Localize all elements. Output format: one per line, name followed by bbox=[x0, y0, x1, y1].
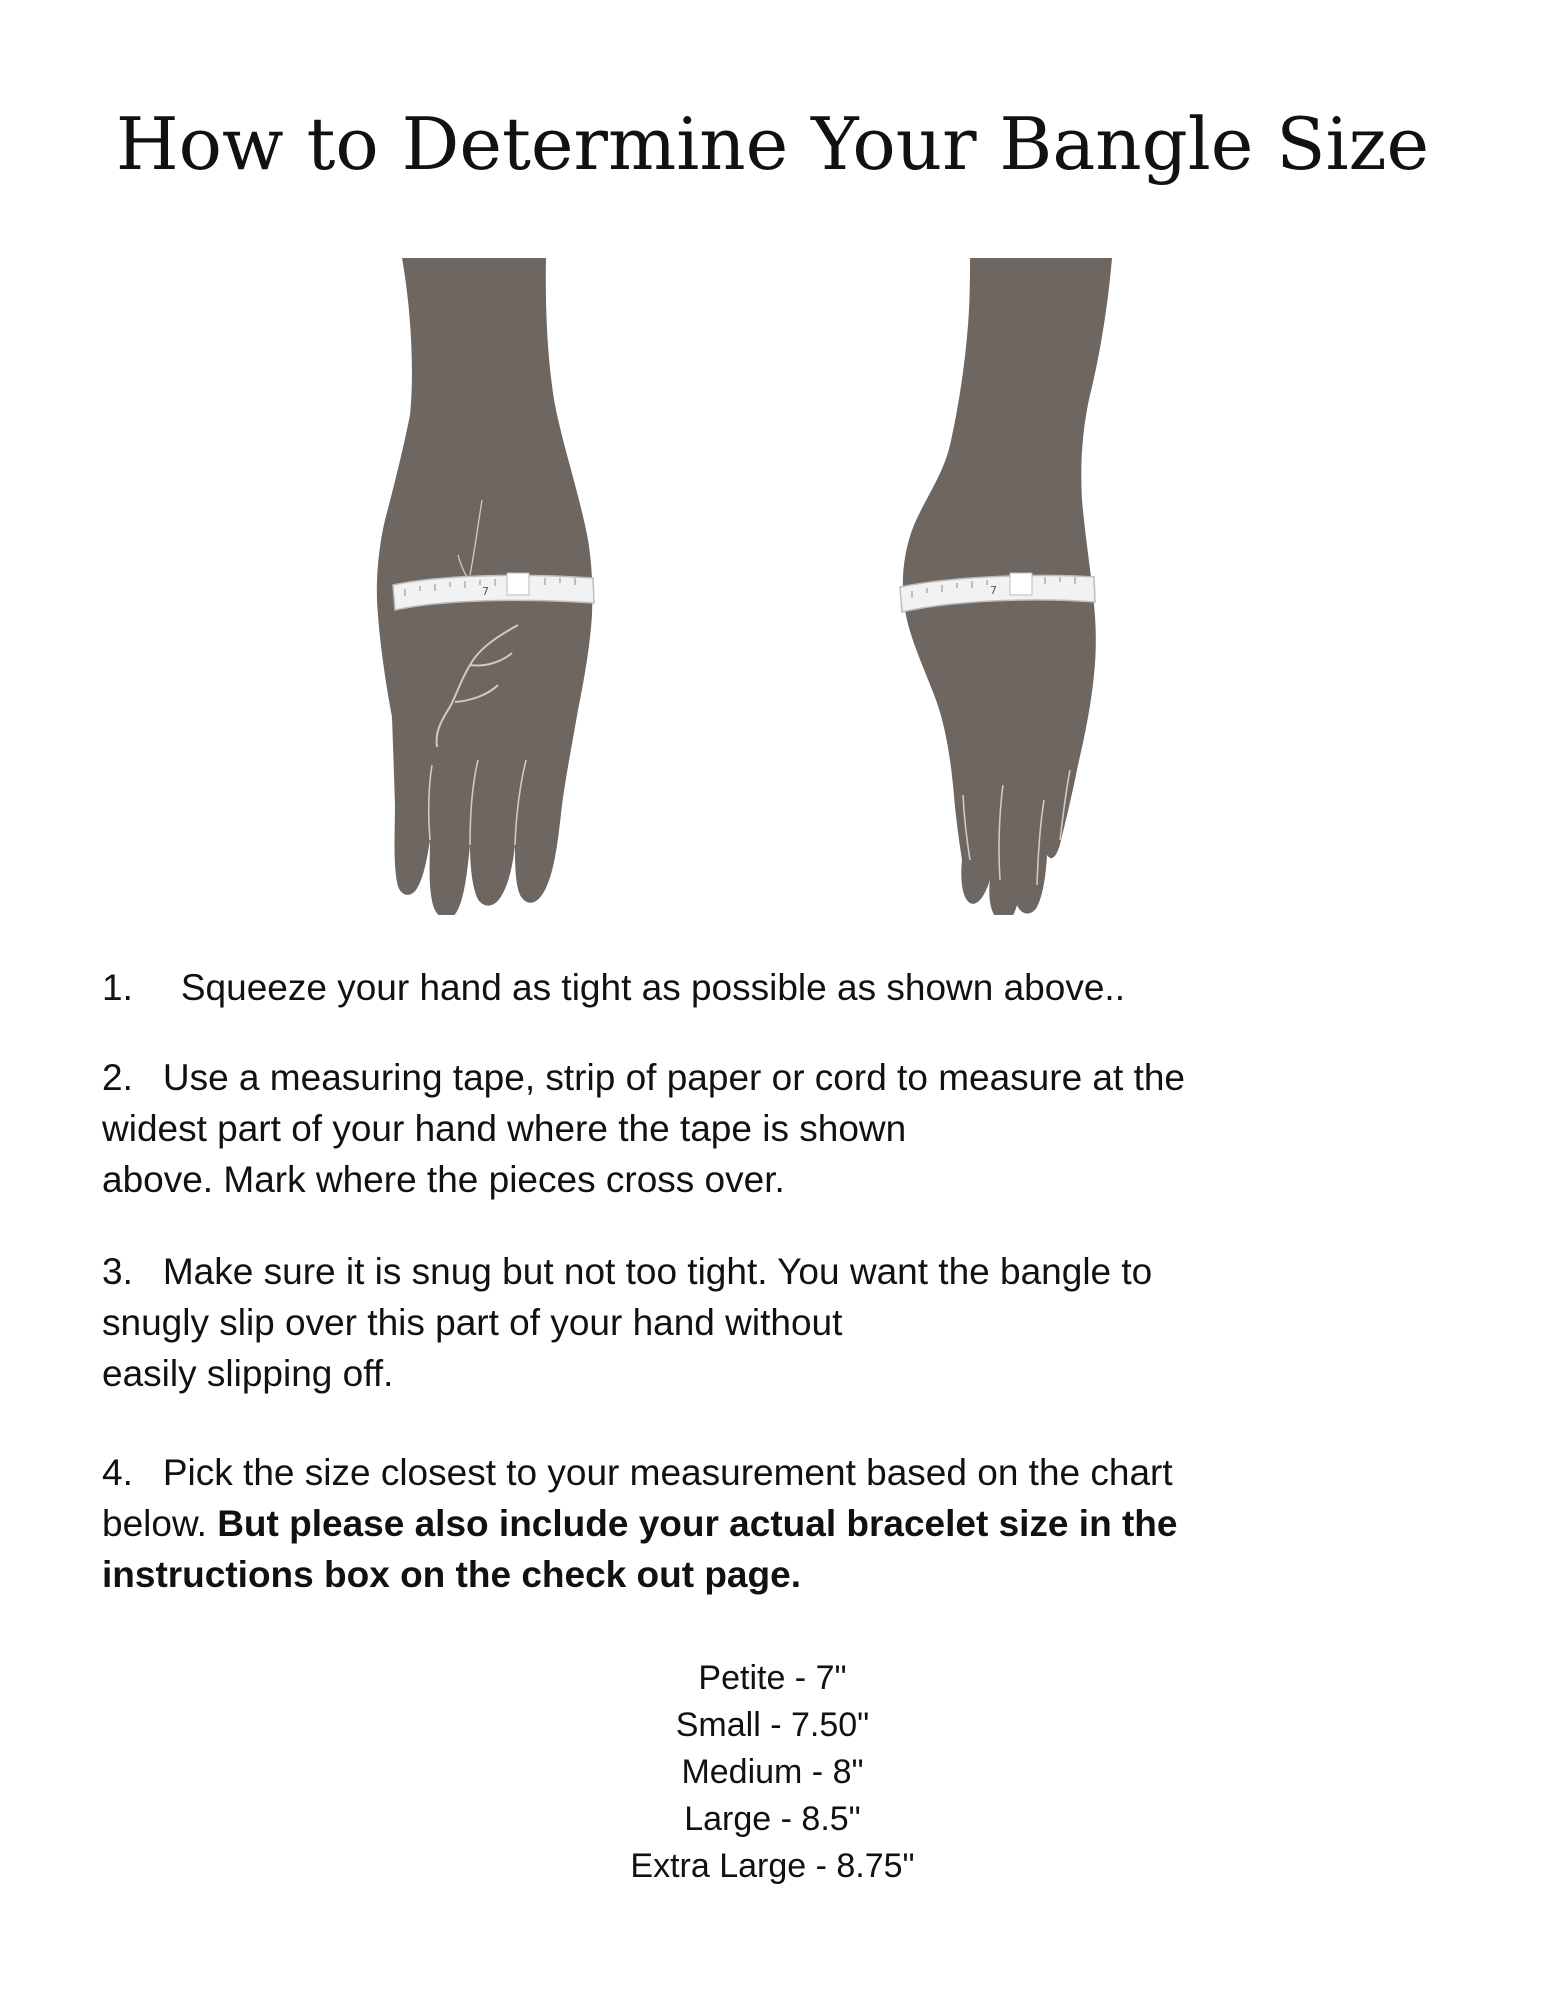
step-emphasis: instructions box on the check out page. bbox=[102, 1554, 801, 1595]
left-hand-icon bbox=[377, 258, 594, 915]
step-text-line: Pick the size closest to your measurement based on the chart bbox=[162, 1452, 1173, 1493]
size-chart bbox=[0, 1655, 1545, 1890]
step-emphasis: But please also include your actual bracelet size in the bbox=[217, 1503, 1178, 1544]
step-text-line: Make sure it is snug but not too tight. You want the bangle to bbox=[162, 1251, 1153, 1292]
step-text-line: above. Mark where the pieces cross over. bbox=[102, 1159, 785, 1200]
step-2 bbox=[102, 1052, 1432, 1205]
left-tape-mark: 7 bbox=[482, 585, 489, 598]
step-text-line: below. bbox=[102, 1503, 218, 1544]
size-petite: Petite - 7" bbox=[698, 1659, 847, 1697]
step-4 bbox=[102, 1447, 1432, 1600]
step-text: Squeeze your hand as tight as possible as shown above.. bbox=[180, 967, 1125, 1008]
right-hand-icon bbox=[900, 258, 1112, 915]
size-extra-large: Extra Large - 8.75" bbox=[630, 1847, 915, 1885]
hands-svg bbox=[0, 255, 1545, 915]
step-3 bbox=[102, 1246, 1432, 1399]
step-text-line: Use a measuring tape, strip of paper or cord to measure at the bbox=[162, 1057, 1186, 1098]
step-number: 3. bbox=[102, 1251, 133, 1292]
step-1 bbox=[102, 962, 1432, 1013]
step-number: 1. bbox=[102, 967, 133, 1008]
size-small: Small - 7.50" bbox=[675, 1706, 870, 1744]
page-title: How to Determine Your Bangle Size bbox=[115, 102, 1430, 186]
size-medium: Medium - 8" bbox=[681, 1753, 864, 1791]
hands-illustration bbox=[0, 255, 1545, 915]
step-number: 2. bbox=[102, 1057, 133, 1098]
step-text-line: widest part of your hand where the tape is shown bbox=[102, 1108, 907, 1149]
step-text-line: easily slipping off. bbox=[102, 1353, 394, 1394]
step-number: 4. bbox=[102, 1452, 133, 1493]
step-text-line: snugly slip over this part of your hand without bbox=[102, 1302, 843, 1343]
right-tape-mark: 7 bbox=[990, 584, 997, 597]
size-large: Large - 8.5" bbox=[684, 1800, 861, 1838]
